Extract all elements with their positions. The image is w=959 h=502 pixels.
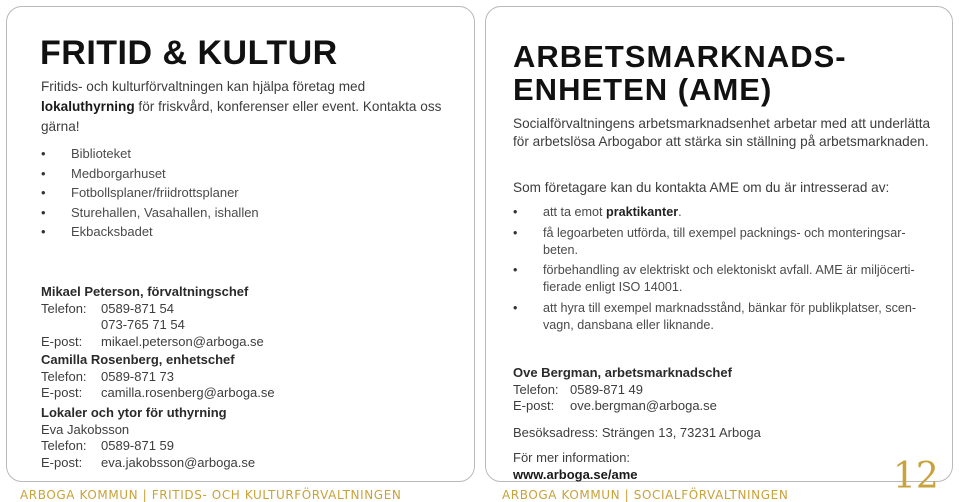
email-link[interactable]: mikael.peterson@arboga.se <box>101 333 264 349</box>
intro-bold: lokaluthyrning <box>41 99 135 114</box>
list-item-bold: praktikanter <box>606 205 679 219</box>
email-row <box>41 455 255 472</box>
list-item-text: förbehandling av elektriskt och elektoniskt avfall. AME är miljöcerti-fierade enligt ISO 14001. <box>543 263 915 294</box>
email-link[interactable]: camilla.rosenberg@arboga.se <box>101 385 275 400</box>
right-intro: Socialförvaltningens arbetsmarknadsenhet arbetar med att underlätta för arbetslösa Arbogabor att stärka sin ställning på arbetsmarknaden. <box>513 116 931 149</box>
list-item <box>41 144 259 164</box>
list-item-label: Biblioteket <box>71 146 131 161</box>
left-title: FRITID & KULTUR <box>40 34 338 72</box>
email-row <box>41 385 275 402</box>
list-item <box>513 262 933 296</box>
left-intro <box>41 77 451 137</box>
list-item-label: Sturehallen, Vasahallen, ishallen <box>71 204 259 220</box>
bullet-icon: • <box>513 205 518 219</box>
right-title <box>513 40 933 106</box>
bullet-icon: • <box>41 224 46 240</box>
contact-name: Camilla Rosenberg, enhetschef <box>41 352 235 367</box>
service-list <box>513 204 933 337</box>
bullet-icon: • <box>41 204 46 220</box>
contact-name: Mikael Peterson, förvaltningschef <box>41 284 249 299</box>
contact-ove <box>513 365 933 483</box>
intro-text: Fritids- och kulturförvaltningen kan hjälpa företag med <box>41 79 366 94</box>
title-line: ARBETSMARKNADS- <box>513 39 847 74</box>
phone-label-spacer <box>41 317 101 334</box>
bullet-icon: • <box>513 263 518 277</box>
phone-row <box>41 317 264 334</box>
bullet-icon: • <box>513 225 518 240</box>
visit-address: Besöksadress: Strängen 13, 73231 Arboga <box>513 424 761 440</box>
email-label: E-post: <box>41 454 83 470</box>
phone-value: 0589-871 49 <box>570 381 644 397</box>
contact-mikael <box>41 284 264 350</box>
phone-row <box>41 301 264 318</box>
phone-label: Telefon: <box>513 381 559 397</box>
right-panel <box>485 6 953 482</box>
list-item <box>41 164 259 184</box>
list-item <box>513 225 933 259</box>
phone-row <box>41 369 275 386</box>
contact-camilla <box>41 352 275 402</box>
phone-row <box>513 382 933 399</box>
list-item-label: Medborgarhuset <box>71 165 166 181</box>
list-item-text: . <box>678 205 682 219</box>
right-intro-question: Som företagare kan du kontakta AME om du är intresserad av: <box>513 180 890 195</box>
phone-value: 0589-871 54 <box>101 300 175 316</box>
list-item <box>513 204 933 221</box>
more-info-label: För mer information: <box>513 450 631 465</box>
phone-label: Telefon: <box>41 438 87 453</box>
left-panel <box>6 6 475 482</box>
phone-label: Telefon: <box>41 300 87 316</box>
facility-list <box>41 144 259 242</box>
title-line: ENHETEN (AME) <box>513 72 773 107</box>
list-item <box>41 203 259 223</box>
phone-label: Telefon: <box>41 368 87 384</box>
page-number: 12 <box>893 456 939 497</box>
contact-name: Ove Bergman, arbetsmarknadschef <box>513 365 732 380</box>
email-row <box>513 398 933 415</box>
right-footer: ARBOGA KOMMUN | SOCIALFÖRVALTNINGEN <box>502 488 789 502</box>
email-link[interactable]: ove.bergman@arboga.se <box>570 398 717 413</box>
bullet-icon: • <box>513 300 518 315</box>
list-item-label: Ekbacksbadet <box>71 224 153 240</box>
list-item <box>41 222 259 242</box>
website-link[interactable]: www.arboga.se/ame <box>513 466 638 482</box>
email-label: E-post: <box>41 385 83 400</box>
email-label: E-post: <box>513 398 555 413</box>
contact-name: Eva Jakobsson <box>41 421 130 437</box>
contact-heading: Lokaler och ytor för uthyrning <box>41 405 227 420</box>
left-footer: ARBOGA KOMMUN | FRITIDS- OCH KULTURFÖRVALTNINGEN <box>20 488 402 502</box>
list-item-label: Fotbollsplaner/friidrottsplaner <box>71 185 239 201</box>
phone-value: 0589-871 73 <box>101 368 175 384</box>
list-item-text: få legoarbeten utförda, till exempel packnings- och monteringsar-beten. <box>543 225 906 257</box>
list-item-text: att hyra till exempel marknadsstånd, bänkar för publikplatser, scen-vagn, dansbana eller liknande. <box>543 300 917 332</box>
bullet-icon: • <box>41 146 46 161</box>
bullet-icon: • <box>41 185 46 201</box>
email-label: E-post: <box>41 333 83 349</box>
list-item-text: att ta emot <box>543 205 606 219</box>
email-row <box>41 334 264 351</box>
phone-value: 073-765 71 54 <box>101 317 185 332</box>
phone-row <box>41 438 255 455</box>
phone-value: 0589-871 59 <box>101 438 175 453</box>
contact-eva <box>41 405 255 471</box>
list-item <box>41 183 259 203</box>
email-link[interactable]: eva.jakobsson@arboga.se <box>101 454 256 470</box>
intro-text-end: för friskvård, konferenser eller event. Kontakta oss gärna! <box>41 99 442 134</box>
list-item <box>513 300 933 334</box>
bullet-icon: • <box>41 165 46 181</box>
